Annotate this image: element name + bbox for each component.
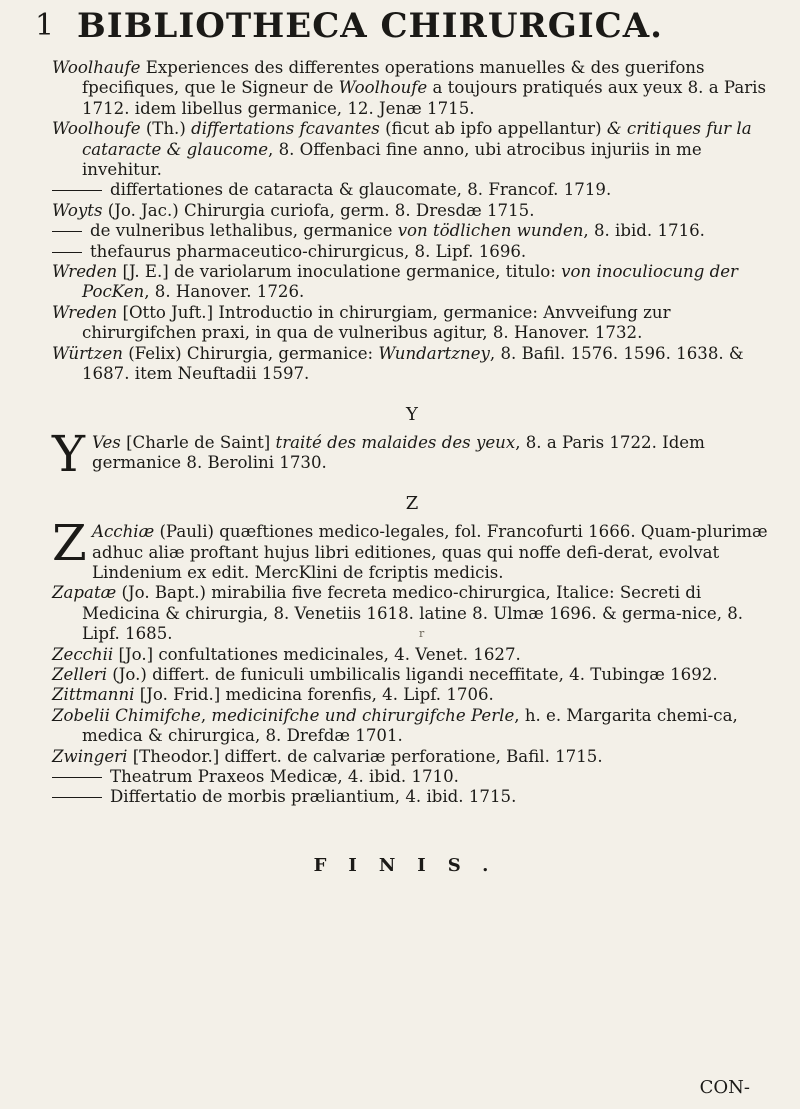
finis-mark: FINIS. — [313, 854, 511, 876]
ditto-rule — [52, 252, 82, 253]
entry-zecchii: Zecchii [Jo.] confultationes medicinales, 4. Venet. 1627. — [52, 644, 521, 664]
entry-zwingeri: Zwingeri [Theodor.] differt. de calvariæ perforatione, Bafil. 1715. — [52, 746, 603, 766]
running-head-title: BIBLIOTHECA CHIRURGICA. — [77, 6, 663, 46]
entry-yves: Y Ves [Charle de Saint] traité des malaides des yeux, 8. a Paris 1722. Idem germanice 8. Berolini 1730. — [52, 424, 705, 483]
entry-wurtzen: Würtzen (Felix) Chirurgia, germanice: Wundartzney, 8. Bafil. 1576. 1596. 1638. & 1687. item Neuftadii 1597. — [52, 343, 744, 384]
entry-zobelii: Zobelii Chimifche, medicinifche und chirurgifche Perle, h. e. Margarita chemi-ca, medica & chirurgica, 8. Drefdæ 1701. — [52, 705, 738, 746]
entry-woolhoufe: Woolhoufe (Th.) differtations fcavantes (ficut ab ipfo appellantur) & critiques fur la cataracte & glaucome, 8. Offenbaci fine anno, ubi atrocibus injuriis in me invehitur. — [52, 119, 752, 180]
entry-woyts-cont-1: de vulneribus lethalibus, germanice von tödlichen wunden, 8. ibid. 1716. — [52, 221, 772, 241]
stray-printer-mark: r — [419, 627, 425, 640]
page-body — [52, 58, 772, 876]
entry-woyts-cont-2: thefaurus pharmaceutico-chirurgicus, 8. Lipf. 1696. — [52, 242, 772, 262]
entry-zwingeri-cont-1: Theatrum Praxeos Medicæ, 4. ibid. 1710. — [52, 767, 772, 787]
entry-wreden-otto: Wreden [Otto Juft.] Introductio in chirurgiam, germanice: Anvveifung zur chirurgifchen praxi, in qua de vulneribus agitur, 8. Hanover. 1732. — [52, 302, 671, 343]
entry-woyts: Woyts (Jo. Jac.) Chirurgia curiofa, germ. 8. Dresdæ 1715. — [52, 200, 535, 220]
drop-cap-z: Z — [52, 514, 87, 573]
entry-zelleri: Zelleri (Jo.) differt. de funiculi umbilicalis ligandi neceffitate, 4. Tubingæ 1692. — [52, 664, 718, 684]
entry-woolhaufe: Woolhaufe Experiences des differentes operations manuelles & des guerifons fpecifiques, que le Signeur de Woolhoufe a toujours pratiqués aux yeux 8. a Paris 1712. idem libellus germanice, 12. Jenæ 1715. — [52, 58, 766, 118]
ditto-rule — [52, 190, 102, 191]
ditto-rule — [52, 797, 102, 798]
ditto-rule — [52, 231, 82, 232]
section-heading-z: Z — [405, 492, 419, 514]
drop-cap-y: Y — [52, 424, 86, 483]
entry-zapatae: Zapatæ (Jo. Bapt.) mirabilia five fecreta medico-chirurgica, Italice: Secreti di Medicina & chirurgia, 8. Venetiis 1618. latine 8. Ulmæ 1696. & germa-nice, 8. Lipf. 1685. — [52, 583, 744, 644]
entry-wreden-je: Wreden [J. E.] de variolarum inoculatione germanice, titulo: von inoculiocung der PocKen, 8. Hanover. 1726. — [52, 262, 738, 302]
entry-woolhoufe-cont: differtationes de cataracta & glaucomate, 8. Francof. 1719. — [52, 180, 772, 200]
section-heading-y: Y — [406, 403, 418, 425]
ditto-rule — [52, 777, 102, 778]
entry-zacchiae: Z Acchiæ (Pauli) quæftiones medico-legales, fol. Francofurti 1666. Quam-plurimæ adhuc aliæ proftant hujus libri editiones, quas qui noffe defi-derat, evolvat Lindenium ex edit. MercKlini de fcriptis medicis. — [52, 514, 768, 582]
page-number: 1 — [35, 8, 55, 43]
catchword: CON- — [699, 1077, 750, 1098]
entry-zittmanni: Zittmanni [Jo. Frid.] medicina forenfis, 4. Lipf. 1706. — [52, 685, 494, 705]
entry-zwingeri-cont-2: Differtatio de morbis præliantium, 4. ibid. 1715. — [52, 787, 772, 807]
